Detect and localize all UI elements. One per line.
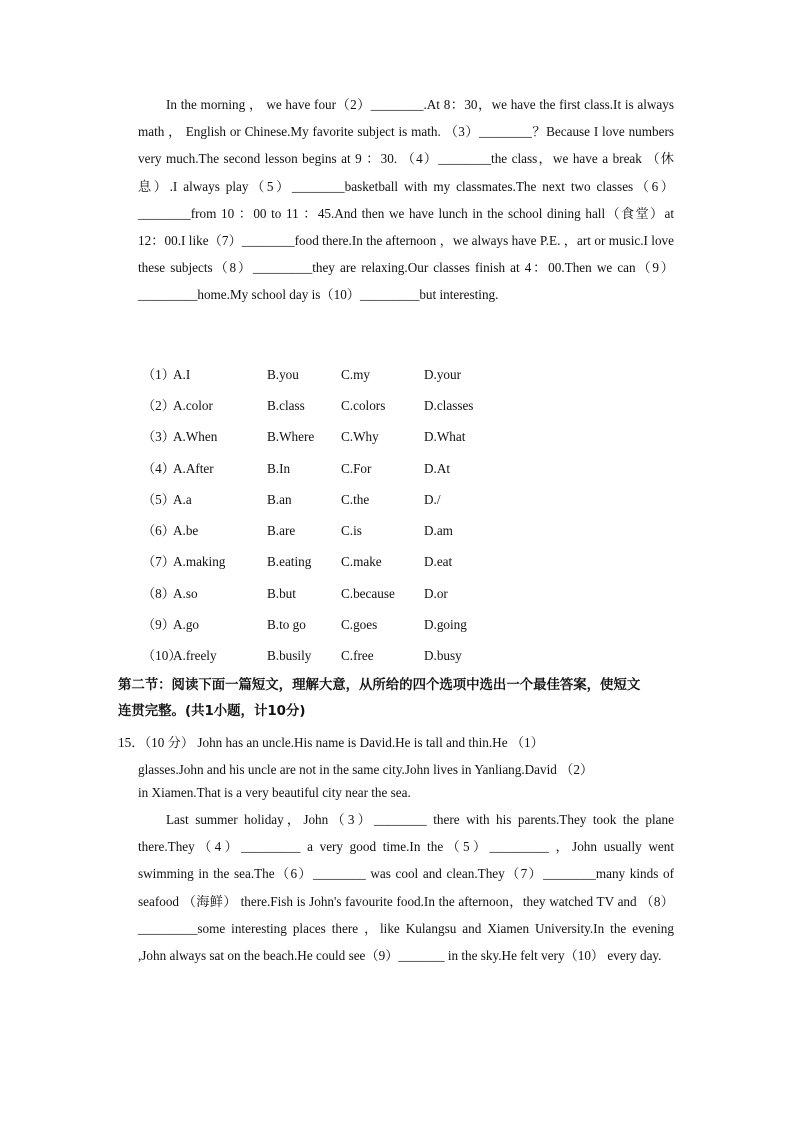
option-number: （4） <box>142 461 175 476</box>
option-a: A.freely <box>173 648 217 663</box>
option-c: C.make <box>341 554 382 569</box>
option-a: A.making <box>173 554 226 569</box>
option-a: A.so <box>173 586 198 601</box>
option-b: B.to go <box>267 617 306 632</box>
option-a: A.color <box>173 398 213 413</box>
option-c: C.Why <box>341 429 379 444</box>
option-a: A.After <box>173 461 214 476</box>
option-a: A.I <box>173 367 191 382</box>
section-2-heading-line-2: 连贯完整。(共1小题，计10分) <box>118 704 306 719</box>
option-number: （9） <box>142 617 175 632</box>
option-d: D.classes <box>424 398 474 413</box>
option-c: C.goes <box>341 617 378 632</box>
option-d: D.busy <box>424 648 462 663</box>
option-number: （1） <box>142 367 175 382</box>
question-15-intro-line-3: in Xiamen.That is a very beautiful city near the sea. <box>138 785 411 800</box>
option-b: B.In <box>267 461 291 476</box>
option-b: B.an <box>267 492 292 507</box>
option-b: B.busily <box>267 648 312 663</box>
option-c: C.the <box>341 492 370 507</box>
option-number: （3） <box>142 429 175 444</box>
option-c: C.because <box>341 586 395 601</box>
option-d: D.or <box>424 586 448 601</box>
cloze-passage-2 <box>138 806 674 969</box>
question-15-intro <box>118 729 674 756</box>
option-d: D.eat <box>424 554 453 569</box>
option-number: （6） <box>142 523 175 538</box>
option-d: D.At <box>424 461 451 476</box>
option-d: D.What <box>424 429 466 444</box>
option-c: C.is <box>341 523 362 538</box>
option-number: （7） <box>142 554 175 569</box>
question-15-intro-line-1: （10 分） John has an uncle.His name is David.He is tall and thin.He （1） <box>138 735 544 750</box>
option-c: C.free <box>341 648 374 663</box>
option-d: D./ <box>424 492 441 507</box>
option-d: D.your <box>424 367 461 382</box>
option-b: B.but <box>267 586 296 601</box>
passage-2-text: Last summer holiday，John（3）________ there with his parents.They took the plane there.They（4）_________ a very good time.In the（5）_________ ，John usually went swimming in the sea.The（6）________ was cool and clean.They（7）________many kinds of seafood （海鲜） there.Fish is John's favourite food.In the afternoon，they watched TV and （8）_________some interesting places there ，like Kulangsu and Xiamen University.In the evening ,John always sat on the beach.He could see（9）_______ in the sky.He felt very（10） every day. <box>138 812 674 964</box>
option-c: C.my <box>341 367 370 382</box>
question-number: 15． <box>118 735 145 750</box>
option-number: （8） <box>142 586 175 601</box>
section-2-heading-line-1: 第二节：阅读下面一篇短文，理解大意，从所给的四个选项中选出一个最佳答案，使短文 <box>118 678 641 693</box>
cloze-passage-1 <box>138 91 674 309</box>
option-b: B.you <box>267 367 299 382</box>
option-c: C.For <box>341 461 372 476</box>
passage-1-text: In the morning ， we have four（2）________.At 8：30，we have the first class.It is always math ， English or Chinese.My favorite subject is math. （3）________？Because I love numbers very much.The second lesson begins at 9 ：30. （4）________the class，we have a break （休息）.I always play（5）________basketball with my classmates.The next two classes（6）________from 10 ：00 to 11 ：45.And then we have lunch in the school dining hall（食堂）at 12：00.I like（7）________food there.In the afternoon ，we always have P.E. ，art or music.I love these subjects（8）_________they are relaxing.Our classes finish at 4：00.Then we can（9）_________home.My school day is（10）_________but interesting. <box>138 97 674 303</box>
option-a: A.be <box>173 523 199 538</box>
option-b: B.class <box>267 398 305 413</box>
option-number: （5） <box>142 492 175 507</box>
option-number: （10） <box>142 648 182 663</box>
option-c: C.colors <box>341 398 386 413</box>
option-d: D.am <box>424 523 453 538</box>
option-a: A.go <box>173 617 200 632</box>
option-a: A.When <box>173 429 218 444</box>
option-b: B.eating <box>267 554 312 569</box>
option-number: （2） <box>142 398 175 413</box>
option-d: D.going <box>424 617 467 632</box>
option-a: A.a <box>173 492 192 507</box>
option-b: B.are <box>267 523 296 538</box>
question-15-intro-line-2: glasses.John and his uncle are not in the same city.John lives in Yanliang.David （2） <box>138 762 594 777</box>
option-b: B.Where <box>267 429 315 444</box>
